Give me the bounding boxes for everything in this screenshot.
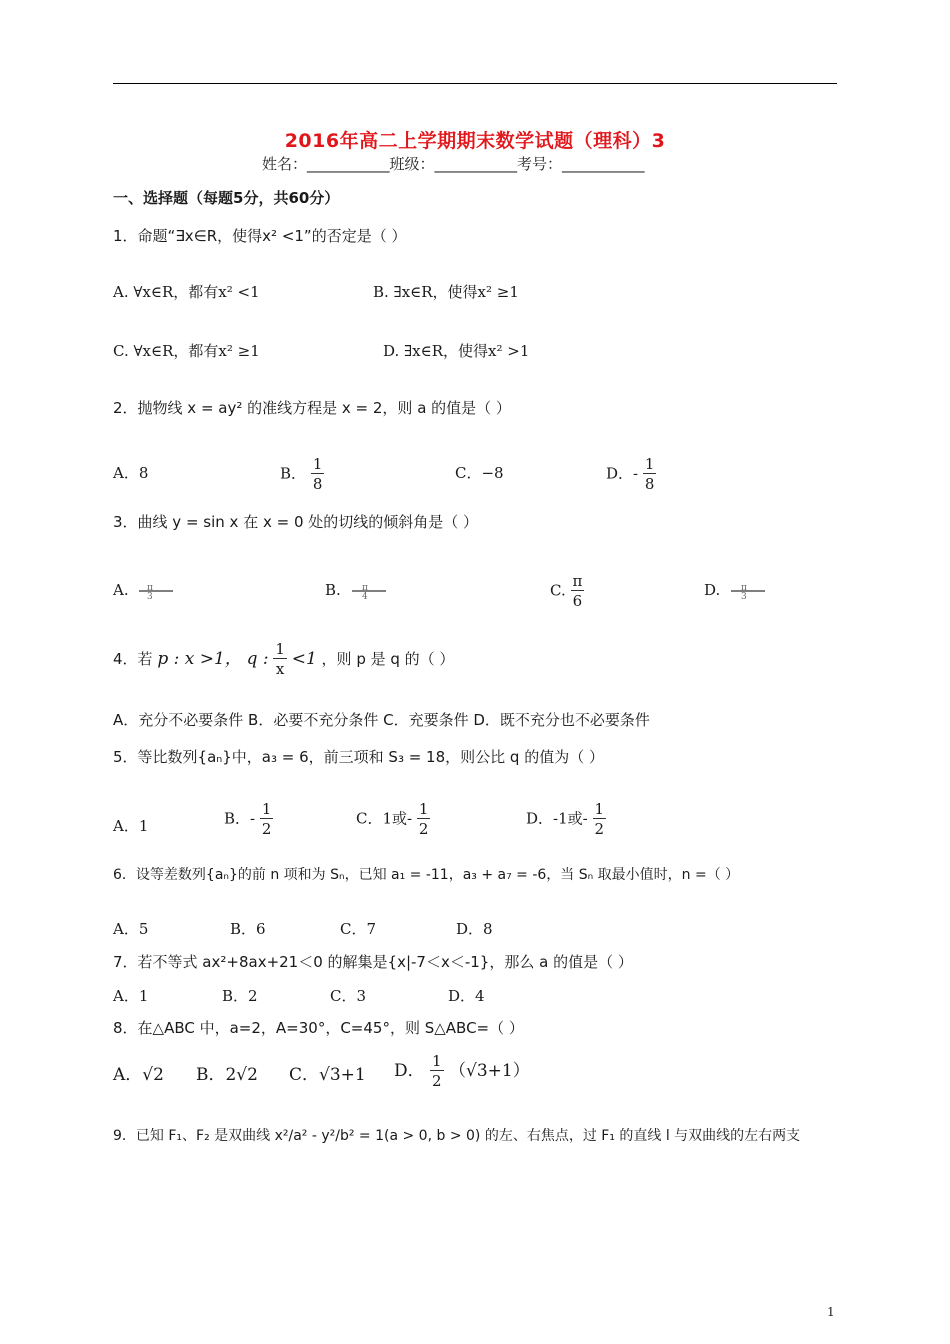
q1-option-a: A. ∀x∈R，都有x² <1 [113,283,260,301]
q5-d-fraction: $\frac{1}{2}$ [594,800,605,838]
q3-option-c: C. $\frac{\pi}{6}$ [550,572,583,610]
q7-option-a: A．1 [113,987,149,1005]
header-rule [113,83,837,84]
page-number: 1 [827,1305,835,1319]
q8-option-d: D． $\frac{1}{2}$ （√3+1） [394,1052,530,1090]
q3-d-blurred-fraction [725,582,769,600]
q5-c-fraction: $\frac{1}{2}$ [418,800,429,838]
q3-option-d: D. π 3 [704,581,769,600]
q6-stem: 6．设等差数列{aₙ}的前 n 项和为 Sₙ，已知 a₁ = -11，a₃ + a₇ = -6，当 Sₙ 取最小值时，n =（ ） [113,867,740,883]
q2-option-b: B． $\frac{1}{8}$ [280,455,323,493]
q8-stem: 8．在△ABC 中，a=2，A=30°，C=45°，则 S△ABC=（ ） [113,1019,524,1037]
q3-a-blurred-fraction [133,582,177,600]
q3-option-a: A. π 3 [113,581,177,600]
q3-c-fraction: $\frac{\pi}{6}$ [572,572,583,610]
exam-title: 2016年高二上学期期末数学试题（理科）3 [284,130,666,152]
section-heading: 一、选择题（每题5分，共60分） [113,189,340,207]
q3-stem: 3．曲线 y = sin x 在 x = 0 处的切线的倾斜角是（ ） [113,513,479,531]
q9-stem: 9．已知 F₁、F₂ 是双曲线 x²/a² - y²/b² = 1(a > 0, b > 0) 的左、右焦点，过 F₁ 的直线 l 与双曲线的左右两支 [113,1128,801,1144]
q4-stem: 4．若 p : x >1， q : $\frac{1}{x}$ <1 ，则 p 是 q 的（ ） [113,640,455,678]
q2-option-d: D．- $\frac{1}{8}$ [606,455,655,493]
q5-stem: 5．等比数列{aₙ}中，a₃ = 6，前三项和 S₃ = 18，则公比 q 的值为（ ） [113,748,604,766]
q7-stem: 7．若不等式 ax²+8ax+21＜0 的解集是{x|-7＜x＜-1}，那么 a 的值是（ ） [113,953,633,971]
q8-option-c: C．√3+1 [289,1065,366,1085]
q6-option-d: D．8 [456,920,493,938]
q7-option-b: B．2 [222,987,258,1005]
q3-option-b: B. π 4 [325,581,390,600]
q6-option-b: B．6 [230,920,266,938]
q1-option-c: C. ∀x∈R，都有x² ≥1 [113,342,260,360]
q2-option-a: A．8 [113,464,149,482]
q8-option-a: A．√2 [113,1065,164,1085]
q8-option-b: B．2√2 [196,1065,258,1085]
q2-option-c: C．−8 [455,464,504,482]
q5-option-c: C．1或- $\frac{1}{2}$ [356,800,429,838]
q4-options: A．充分不必要条件 B．必要不充分条件 C．充要条件 D．既不充分也不必要条件 [113,711,650,729]
q7-option-d: D．4 [448,987,485,1005]
q4-fraction: $\frac{1}{x}$ [275,640,285,678]
q5-option-d: D．-1或- $\frac{1}{2}$ [526,800,605,838]
svg-text:4: 4 [361,592,368,600]
q5-option-a: A．1 [113,817,149,835]
q2-stem: 2．抛物线 x = ay² 的准线方程是 x = 2，则 a 的值是（ ） [113,399,511,417]
svg-text:π: π [147,583,154,593]
q1-stem: 1．命题“∃x∈R，使得x² <1”的否定是（ ） [113,227,407,245]
svg-text:π: π [361,583,368,593]
q5-b-fraction: $\frac{1}{2}$ [261,800,272,838]
student-info-line: 姓名：___________班级：___________考号：___________ [262,155,645,173]
q2-d-fraction: $\frac{1}{8}$ [644,455,655,493]
svg-text:3: 3 [147,592,154,600]
q3-b-blurred-fraction [346,582,390,600]
q1-option-b: B. ∃x∈R，使得x² ≥1 [373,283,519,301]
q6-option-a: A．5 [113,920,149,938]
svg-text:π: π [741,583,747,593]
q2-b-fraction: $\frac{1}{8}$ [312,455,323,493]
q1-option-d: D. ∃x∈R，使得x² >1 [383,342,530,360]
q6-option-c: C．7 [340,920,377,938]
svg-text:3: 3 [741,592,747,600]
q5-option-b: B．- $\frac{1}{2}$ [224,800,272,838]
q8-d-fraction: $\frac{1}{2}$ [432,1052,442,1090]
q7-option-c: C．3 [330,987,367,1005]
